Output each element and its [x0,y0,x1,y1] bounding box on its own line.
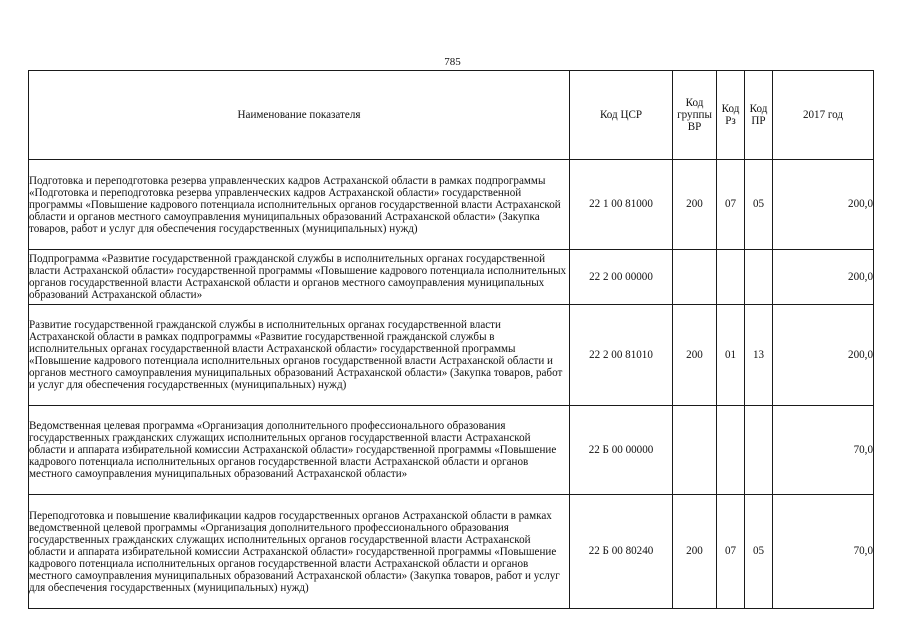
row-rz-code [717,250,745,305]
row-vr-code: 200 [673,160,717,250]
row-rz-code [717,406,745,495]
row-amount-2017: 70,0 [773,495,874,609]
row-name: Переподготовка и повышение квалификации кадров государственных органов Астраханской области в рамках ведомственной целевой программы «Организация дополнительного профессионального образования государственных гражданских служащих исполнительных органов государственной власти Астраханской области и аппарата избирательной комиссии Астраханской области» государственной программы «Повышение кадрового потенциала исполнительных органов государственной власти Астраханской области и органов местного самоуправления муниципальных образований Астраханской области» (Закупка товаров, работ и услуг для обеспечения государственных (муниципальных) нужд) [29,495,570,609]
row-csr-code: 22 Б 00 00000 [570,406,673,495]
row-amount-2017: 70,0 [773,406,874,495]
row-amount-2017: 200,0 [773,305,874,406]
table-row [29,250,874,305]
table-row [29,406,874,495]
table-header-row [29,71,874,160]
row-vr-code: 200 [673,305,717,406]
row-vr-code [673,406,717,495]
header-csr: Код ЦСР [570,71,673,160]
row-name: Ведомственная целевая программа «Организация дополнительного профессионального образования государственных гражданских служащих исполнительных органов государственной власти Астраханской области и аппарата избирательной комиссии Астраханской области» государственной программы «Повышение кадрового потенциала исполнительных органов государственной власти Астраханской области и органов местного самоуправления муниципальных образований Астраханской области» [29,406,570,495]
row-csr-code: 22 1 00 81000 [570,160,673,250]
row-pr-code [745,406,773,495]
row-pr-code: 05 [745,160,773,250]
row-amount-2017: 200,0 [773,250,874,305]
header-year: 2017 год [773,71,874,160]
row-pr-code [745,250,773,305]
table-row [29,495,874,609]
row-csr-code: 22 2 00 81010 [570,305,673,406]
row-pr-code: 13 [745,305,773,406]
row-csr-code: 22 2 00 00000 [570,250,673,305]
row-rz-code: 07 [717,495,745,609]
header-name: Наименование показателя [29,71,570,160]
table-row [29,305,874,406]
budget-table [28,70,874,609]
row-rz-code: 01 [717,305,745,406]
row-name: Подготовка и переподготовка резерва управленческих кадров Астраханской области в рамках подпрограммы «Подготовка и переподготовка резерва управленческих кадров Астраханской области» государственной программы «Повышение кадрового потенциала исполнительных органов государственной власти Астраханской области и органов местного самоуправления муниципальных образований Астраханской области» (Закупка товаров, работ и услуг для обеспечения государственных (муниципальных) нужд) [29,160,570,250]
row-pr-code: 05 [745,495,773,609]
row-name: Подпрограмма «Развитие государственной гражданской службы в исполнительных органах государственной власти Астраханской области» государственной программы «Повышение кадрового потенциала исполнительных органов государственной власти Астраханской области и органов местного самоуправления муниципальных образований Астраханской области» [29,250,570,305]
row-amount-2017: 200,0 [773,160,874,250]
header-rz: Код Рз [717,71,745,160]
header-vr: Код группы ВР [673,71,717,160]
row-csr-code: 22 Б 00 80240 [570,495,673,609]
row-rz-code: 07 [717,160,745,250]
page-number: 785 [444,56,461,68]
row-name: Развитие государственной гражданской службы в исполнительных органах государственной власти Астраханской области в рамках подпрограммы «Развитие государственной гражданской службы в исполнительных органах государственной власти Астраханской области» государственной программы «Повышение кадрового потенциала исполнительных органов государственной власти Астраханской области и органов местного самоуправления муниципальных образований Астраханской области» (Закупка товаров, работ и услуг для обеспечения государственных (муниципальных) нужд) [29,305,570,406]
header-pr: Код ПР [745,71,773,160]
row-vr-code: 200 [673,495,717,609]
table-row [29,160,874,250]
row-vr-code [673,250,717,305]
